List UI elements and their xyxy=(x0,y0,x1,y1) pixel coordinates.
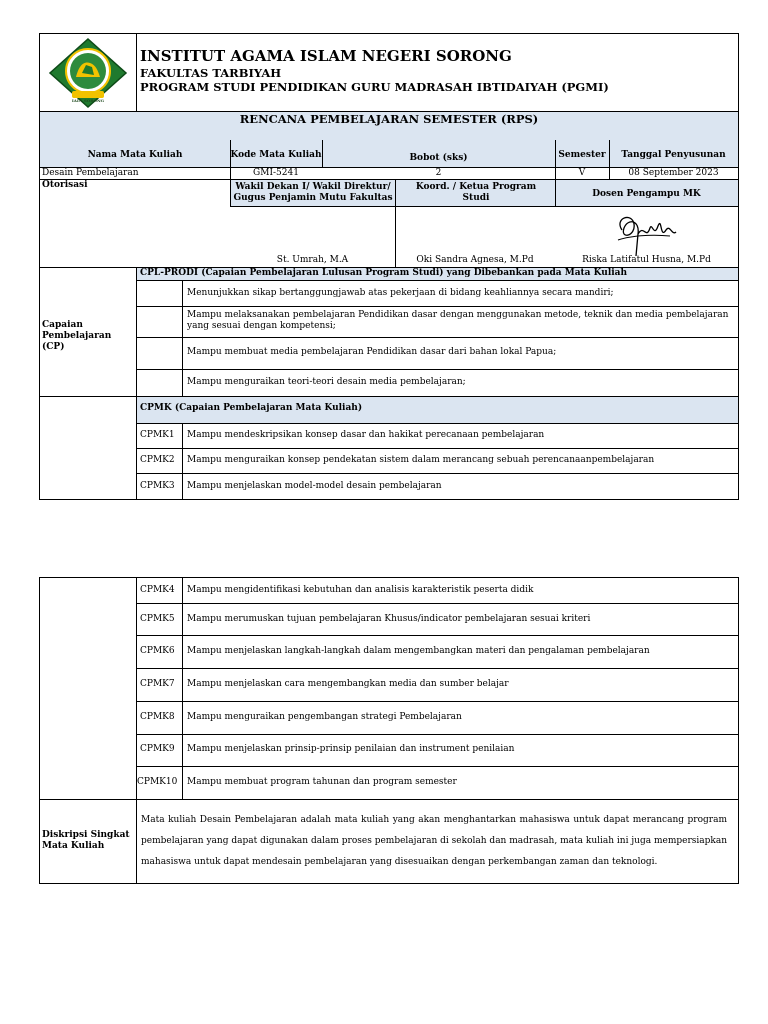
authorization-label: Otorisasi xyxy=(42,180,88,190)
course-name-label: Nama Mata Kuliah xyxy=(87,150,183,160)
rps-title: RENCANA PEMBELAJARAN SEMESTER (RPS) xyxy=(239,112,539,126)
institute-name: INSTITUT AGAMA ISLAM NEGERI SORONG xyxy=(140,47,512,65)
wadek-name: St. Umrah, M.A xyxy=(276,255,349,265)
dosen-name: Riska Latifatul Husna, M.Pd xyxy=(582,255,711,265)
cpl-item-2: Mampu melaksanakan pembelajaran Pendidikan dasar dengan menggunakan metode, teknik dan media pembelajaran yang sesuai dengan kompetensi; xyxy=(187,310,729,331)
cpmk-text: Mampu menjelaskan prinsip-prinsip penilaian dan instrument penilaian xyxy=(187,744,515,754)
program-name: PROGRAM STUDI PENDIDIKAN GURU MADRASAH IBTIDAIYAH (PGMI) xyxy=(140,80,609,94)
cpmk-code: CPMK9 xyxy=(140,744,175,754)
semester-value: V xyxy=(578,168,586,178)
description-text: Mata kuliah Desain Pembelajaran adalah mata kuliah yang akan menghantarkan mahasiswa untuk dapat merancang program pembelajaran yang dapat digunakan dalam proses pembelajaran di sekolah dan madrasah, mata kuliah ini juga mempersiapkan mahasiswa untuk dapat mendesain pembelajaran yang disesuaikan dengan perkembangan zaman dan teknologi. xyxy=(141,815,727,867)
signature xyxy=(610,210,690,260)
cpl-title: CPL-PRODI (Capaian Pembelajaran Lulusan Program Studi) yang Dibebankan pada Mata Kuliah xyxy=(140,268,628,278)
cpmk-text: Mampu mengidentifikasi kebutuhan dan analisis karakteristik peserta didik xyxy=(187,585,534,595)
logo-lettering: IAIN SORONG xyxy=(71,98,105,103)
cpmk-code: CPMK8 xyxy=(140,712,175,722)
cpmk-text: Mampu menjelaskan langkah-langkah dalam mengembangkan materi dan pengalaman pembelajaran xyxy=(187,646,650,656)
dosen-label: Dosen Pengampu MK xyxy=(592,189,701,199)
cpmk-text: Mampu menjelaskan cara mengembangkan media dan sumber belajar xyxy=(187,679,509,689)
date-value: 08 September 2023 xyxy=(628,168,719,178)
cpl-item-3: Mampu membuat media pembelajaran Pendidikan dasar dari bahan lokal Papua; xyxy=(187,347,557,357)
cpmk-code: CPMK1 xyxy=(140,430,175,440)
course-name-value: Desain Pembelajaran xyxy=(42,168,139,178)
cpmk-text: Mampu menguraikan pengembangan strategi Pembelajaran xyxy=(187,712,462,722)
cpl-item-1: Menunjukkan sikap bertanggungjawab atas pekerjaan di bidang keahliannya secara mandiri; xyxy=(187,288,614,298)
cpmk-code: CPMK7 xyxy=(140,679,175,689)
cpmk-code: CPMK3 xyxy=(140,481,175,491)
cpmk-text: Mampu merumuskan tujuan pembelajaran Khusus/indicator pembelajaran sesuai kriteri xyxy=(187,614,591,624)
date-label: Tanggal Penyusunan xyxy=(621,150,726,160)
description-label: Diskripsi Singkat Mata Kuliah xyxy=(42,830,130,851)
credits-value: 2 xyxy=(435,168,442,178)
wadek-label: Wakil Dekan I/ Wakil Direktur/ Gugus Penjamin Mutu Fakultas xyxy=(233,182,393,203)
koord-label: Koord. / Ketua Program Studi xyxy=(415,182,537,203)
credits-label: Bobot (sks) xyxy=(409,153,468,163)
cpmk-code: CPMK4 xyxy=(140,585,175,595)
cpmk-code: CPMK6 xyxy=(140,646,175,656)
course-code-label: Kode Mata Kuliah xyxy=(230,150,322,160)
cpmk-text: Mampu menjelaskan model-model desain pembelajaran xyxy=(187,481,442,491)
faculty-name: FAKULTAS TARBIYAH xyxy=(140,66,282,80)
semester-label: Semester xyxy=(558,150,606,160)
koord-name: Oki Sandra Agnesa, M.Pd xyxy=(416,255,534,265)
course-code-value: GMI-5241 xyxy=(253,168,299,178)
cpmk-text: Mampu mendeskripsikan konsep dasar dan hakikat perecanaan pembelajaran xyxy=(187,430,545,440)
cpmk-code: CPMK5 xyxy=(140,614,175,624)
cp-label: Capaian Pembelajaran (CP) xyxy=(42,320,112,352)
cpmk-code: CPMK2 xyxy=(140,455,175,465)
cpmk-title: CPMK (Capaian Pembelajaran Mata Kuliah) xyxy=(140,403,363,413)
cpmk-text: Mampu menguraikan konsep pendekatan sistem dalam merancang sebuah perencanaanpembelajaran xyxy=(187,455,655,465)
cpmk-text: Mampu membuat program tahunan dan program semester xyxy=(187,777,457,787)
cpmk-code: CPMK10 xyxy=(137,777,178,787)
cpl-item-4: Mampu menguraikan teori-teori desain media pembelajaran; xyxy=(187,377,466,387)
